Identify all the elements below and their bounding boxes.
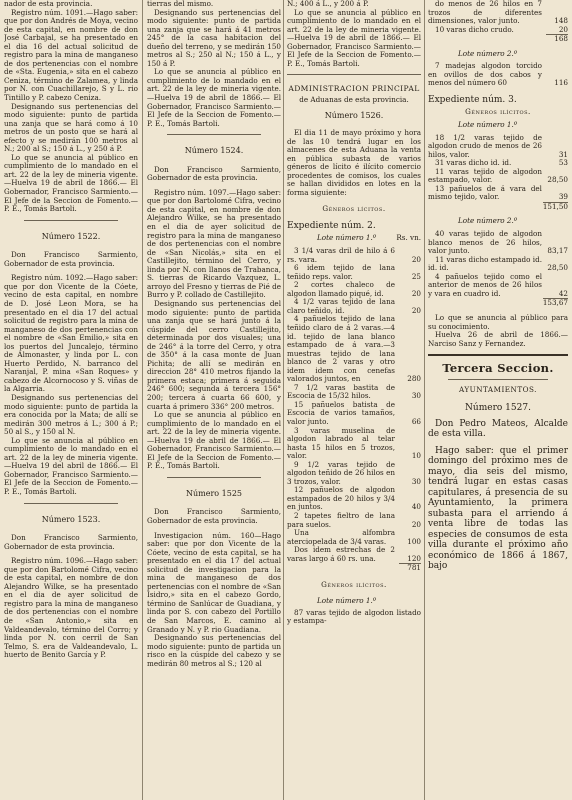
category-heading: Géneros lícitos.: [322, 204, 386, 214]
item-description: 12 pañuelos de algodon estampados de 20 hilos y 3/4 en juntos.: [287, 485, 395, 512]
item-row: [428, 134, 568, 160]
section-subheading: de Aduanas de esta provincia.: [299, 94, 409, 104]
item-value: 30: [411, 476, 421, 486]
lot-total: 151,50: [542, 201, 568, 211]
item-description: Dos idem estrechas de 2 varas largo á 60 rs. una.: [287, 545, 395, 563]
section-title: Tercera Seccion.: [442, 361, 554, 376]
column-4: [428, 0, 568, 800]
lot-heading: Lote número 2.º: [458, 216, 518, 226]
lot-total: 153,67: [542, 298, 568, 308]
paragraph: Investigacion núm. 160—Hago saber: que por don Vicente de la Cóete, vecino de esta capital, se ha presentado en el dia 17 del actual solicitud de investigacion para la mina de manganeso de dos pertenencias con el nombre de «San Isidro,» sita en el cabezo Gordo, término de Sanlúcar de Guadiana, y linda por S. con cabezo del Portillo de San Marcos, E. camino al Granado y N. y P. rio Guadiana.: [147, 530, 281, 634]
item-row: [287, 546, 421, 563]
item-description: 4 pañuelos tejido de lana teñido claro de á 2 varas.—4 id. tejido de lana blanco estampado de á vara.—3 muestras tejido de lana blanco de 2 varas y otro idem idem con cenefas valorados juntos, en: [287, 314, 395, 384]
paragraph: Lo que se anuncia al público en cumplimiento de lo mandado en el art. 22 de la ley de mineria vigente. —Huelva 19 de abril de 1866.— El Gobernador, Francisco Sarmiento.—El Jefe de la Seccion de Fomento.—P. E., Tomás Bartoli.: [147, 67, 281, 128]
item-row: [428, 62, 568, 88]
item-row: [428, 26, 568, 35]
item-row: [287, 461, 421, 487]
item-value: 40: [411, 502, 421, 512]
item-value: 20: [411, 254, 421, 264]
notice-intro: Don Francisco Sarmiento, Gobernador de esta provincia.: [147, 164, 281, 183]
item-description: 11 varas tejido de algodon estampado, valor.: [428, 166, 542, 185]
lot-heading: Lote número 1.º: [317, 596, 377, 606]
lot-total: 168: [546, 34, 568, 44]
notice-number: Número 1526.: [324, 111, 384, 121]
item-description: 7 madejas algodon torcido en ovillos de dos cabos y menos del número 60: [428, 61, 542, 88]
lot-heading: Lote número 1.º: [317, 233, 377, 243]
item-value: 30: [411, 391, 421, 401]
item-value: 20: [411, 305, 421, 315]
expediente-heading: Expediente núm. 2.: [287, 220, 376, 231]
item-value: 100: [407, 536, 421, 546]
item-description: 2 tapetes fieltro de lana para suelos.: [287, 510, 395, 529]
item-row: [287, 529, 421, 546]
item-value: 148: [554, 16, 568, 26]
item-value: 10: [411, 451, 421, 461]
divider: [287, 74, 421, 75]
item-list: [428, 0, 568, 34]
paragraph: Designando sus pertenencias del modo siguiente: punto de partida un risco en la cúspide del cabezo y se medirán 80 metros al S.; 120 al: [147, 633, 281, 668]
item-row: [428, 0, 568, 26]
item-row: [428, 230, 568, 256]
section-subheading: AYUNTAMIENTOS.: [459, 384, 537, 394]
column-rule: [283, 0, 284, 800]
item-value: 20: [558, 24, 568, 34]
item-description: 4 pañuelos tejido como el anterior de menos de 26 hilos y vara en cuadro id.: [428, 271, 542, 298]
item-description: 4 1/2 varas tejido de lana claro teñido, id.: [287, 297, 395, 315]
signature: Huelva 26 de abril de 1866.— Narciso Sanz y Fernandez.: [428, 330, 568, 348]
notice-number: Número 1524.: [184, 146, 244, 156]
item-value: 53: [558, 158, 568, 168]
item-list: [428, 62, 568, 88]
paragraph: Lo que se anuncia al público en cumplimiento de lo mandado en el art. 22 de la ley de mineria vigente. —Huelva 19 de abril de 1866.— El Gobernador, Francisco Sarmiento.—El Jefe de la Seccion de Fomento.—P. E., Tomás Bartoli.: [4, 152, 138, 214]
item-list: [287, 247, 421, 563]
item-description: 11 varas dicho estampado id. id. id.: [428, 254, 542, 273]
column-1: [4, 0, 138, 800]
paragraph: Designando sus pertenencias del modo siguiente: punto de partida la era conocida por la Mata; de allí se medirán 300 metros á L.; 300 á P.; 50 al S., y 150 al N.: [4, 392, 138, 437]
category-heading: Géneros ilícitos.: [465, 107, 531, 117]
section-heading: ADMINISTRACION PRINCIPAL: [288, 84, 420, 94]
item-description: 3 varas muselina de algodon labrado al telar hasta 15 hilos en 5 trozos, valor.: [287, 425, 395, 461]
lot-total: 781: [399, 563, 421, 573]
item-value: 20: [411, 288, 421, 298]
item-description: 15 pañuelos batista de Escocia de varios tamaños, valor junto.: [287, 399, 395, 426]
item-description: 18 1/2 varas tejido de algodon crudo de menos de 26 hilos, valor.: [428, 132, 542, 159]
divider: [167, 134, 261, 135]
column-2: [147, 0, 281, 800]
expediente-heading: Expediente núm. 3.: [428, 94, 517, 105]
item-row: [287, 401, 421, 427]
item-description: 2 cortes chaleco de algodon llamado piqué, id.: [287, 280, 395, 298]
divider: [428, 354, 568, 356]
item-value: 39: [558, 192, 568, 202]
paragraph: El dia 11 de mayo próximo y hora de las 10 tendrá lugar en los almacenes de esta Aduana la venta en pública subasta de varios géneros de lícito é ilícito comercio procedentes de comisos, los cuales se hallan divididos en lotes en la forma siguiente:: [287, 128, 421, 197]
divider: [167, 477, 261, 478]
item-value: 42: [558, 288, 568, 298]
item-row: [287, 512, 421, 529]
item-value: 120: [407, 553, 421, 563]
item-row: [428, 256, 568, 273]
item-list: [428, 134, 568, 202]
notice-number: Número 1525: [185, 488, 242, 498]
item-description: do menos de 26 hilos en 7 trozos de diferentes dimensiones, valor junto.: [428, 0, 542, 26]
item-row: [287, 281, 421, 298]
item-row: [287, 315, 421, 383]
paragraph: Lo que se anuncia al público para su conocimiento.: [428, 312, 568, 331]
lot-heading: Lote número 1.º: [458, 120, 518, 130]
item-value: 31: [558, 149, 568, 159]
paragraph: Lo que se anuncia al público en cumplimiento de lo mandado en el art. 22 de la ley de mineria vigente. —Huelva 19 del abril de 1866.— El Gobernador, Francisco Sarmiento.—El Jefe de la Seccion de Fomento.—P. E., Tomás Bartoli.: [4, 435, 138, 496]
paragraph: Designando sus pertenencias del modo siguiente: punto de partida una zanja que se hará como á 10 metros de un posto que se hará al efecto y se medirán 100 metros al N.; 200 al S.; 150 á L., y 250 á P.: [4, 101, 138, 154]
notice-intro: Don Francisco Sarmiento, Gobernador de esta provincia.: [4, 250, 138, 268]
divider: [448, 379, 548, 380]
divider: [24, 220, 118, 221]
item-description: 6 idem tejido de lana teñido reps. valor.: [287, 263, 395, 281]
notice-intro: Don Pedro Mateos, Alcalde de esta villa.: [428, 418, 568, 440]
item-value: 28,50: [547, 263, 568, 273]
item-description: Una alfombra aterciopelada de 3/4 varas.: [287, 528, 395, 546]
paragraph: N.; 400 á L., y 200 á P.: [287, 0, 369, 8]
item-description: 9 1/2 varas tejido de algodon teñido de 26 hilos en 3 trozos, valor.: [287, 459, 395, 486]
item-row: [428, 185, 568, 202]
paragraph: 87 varas tejido de algodon listado y estampa-: [287, 607, 421, 626]
notice-number: Número 1527.: [465, 403, 531, 414]
notice-number: Número 1522.: [41, 231, 101, 241]
item-description: 7 1/2 varas bastita de Escocia de 15/32 hilos.: [287, 382, 395, 401]
item-list: [428, 230, 568, 298]
item-row: [287, 427, 421, 461]
paragraph: Designando sus pertenencias del modo siguiente: punto de partida una zanja que se hará á 41 metros 245° de la casa habitacion del dueño del terreno, y se medirán 150 metros al S.; 250 al N.; 150 á L., y 150 á P.: [147, 7, 281, 68]
column-rule: [142, 0, 143, 800]
paragraph: Registro núm. 1091.—Hago saber: que por don Andrés de Moya, vecino de esta capital, en nombre de don José Carbajal, se ha presentado en el dia 16 del actual solicitud de registro para la mina de manganeso de dos pertenencias con el nombre de «Sta. Eugenia,» sita en el cabezo Ceniza, término de Zalamea, y linda por N. con Cuachillarejo, S y L. rio Tintillo y P. cabezo Ceniza.: [4, 7, 138, 103]
paragraph: Lo que se anuncia al público en cumplimiento de lo mandado en el art. 22 de la ley de mineria vigente. —Huelva 19 de abril de 1866.— El Gobernador, Francisco Sarmiento.—El Jefe de la Seccion de Fomento.—P. E., Tomás Bartoli.: [287, 7, 421, 68]
category-heading: Géneros ilícitos.: [321, 579, 387, 589]
item-description: 31 varas dicho id. id.: [435, 158, 512, 168]
paragraph: Registro núm. 1092.—Hago saber: que por don Vicente de la Cóete, vecino de esta capital, en nombre de D. José Leon Mora, se ha presentado en el dia 17 del actual solicitud de registro para la mina de manganeso de dos pertenencias con el nombre de «San Emilio,» sita en los puertos del Juncalejo, término de Almonaster, y linda por L. con Huerto Perdido, N. barranco del Naranjal, P. mina «San Roques» y cabezo de Alcornocoso y S. viñas de la Algarria.: [4, 273, 138, 394]
paragraph: Lo que se anuncia al público en cumplimiento de lo mandado en el art. 22 de la ley de mineria vigente. —Huelva 19 de abril de 1866.— El Gobernador, Francisco Sarmiento.—El Jefe de la Seccion de Fomento.—P. E., Tomás Bartoli.: [147, 410, 281, 471]
item-row: [428, 168, 568, 185]
item-row: [287, 264, 421, 281]
paragraph: Registro núm. 1096.—Hago saber: que por don Bartolomé Cifra, vecino de esta capital, en nombre de don Alejandro Wilke, se ha presentado en el dia de ayer solicitud de registro para la mina de manganeso de dos pertenencias con el nombre de «San Antonio,» sita en Valdeandevalo, término del Corro; y linda por N. con cerril de San Telmo, S. era de Valdeandevalo, L. huerto de Benito García y P.: [4, 556, 138, 660]
item-value: 280: [407, 374, 421, 384]
lot-heading: Lote número 2.º: [458, 48, 518, 58]
item-row: [287, 298, 421, 315]
item-description: 10 varas dicho crudo.: [435, 24, 514, 34]
item-value: 83,17: [547, 246, 568, 256]
column-3: [287, 0, 421, 800]
item-value: 20: [411, 519, 421, 529]
divider: [24, 503, 118, 504]
paragraph: tierras del mismo.: [147, 0, 214, 8]
item-description: 3 1/4 varas dril de hilo á 6 rs. vara.: [287, 246, 395, 264]
item-value: 66: [411, 416, 421, 426]
item-row: [287, 486, 421, 512]
item-value: 28,50: [547, 175, 568, 185]
item-description: 13 pañuelos de á vara del mismo tejido, valor.: [428, 183, 542, 202]
currency-header: Rs. vn.: [396, 233, 421, 243]
paragraph: Registro núm. 1097.—Hago saber: que por don Bartolomé Cifra, vecino de esta capital, en nombre de don Alejandro Wilke, se ha presentado en el dia de ayer solicitud de registro para la mina de manganeso de dos pertenencias con el nombre de «San Nicolás,» sita en el Castillejito, término del Cerro, y linda por N. con llanos de Trabanca, S. tierras de Ricardo Vazquez, L. arroyo del Fresno y tierras de Pié de Burro y P. collado de Castillejito.: [147, 187, 281, 300]
item-row: [287, 384, 421, 401]
notice-intro: Don Francisco Sarmiento, Gobernador de esta provincia.: [4, 533, 138, 551]
paragraph: Hago saber: que el primer domingo del próximo mes de mayo, dia seis del mismo, tendrá lugar en estas casas capitulares, á presencia de su Ayuntamiento, la primera subasta para el arriendo á venta libre de todas las especies de consumos de esta villa durante el próximo año económico de 1866 á 1867, bajo: [428, 445, 568, 572]
item-value: 116: [554, 78, 568, 88]
item-value: 25: [411, 271, 421, 281]
notice-number: Número 1523.: [41, 514, 101, 524]
notice-intro: Don Francisco Sarmiento, Gobernador de esta provincia.: [147, 507, 281, 525]
column-rule: [424, 0, 425, 800]
item-description: 40 varas tejido de algodon blanco menos de 26 hilos, valor junto.: [428, 229, 542, 256]
paragraph: Designando sus pertenencias del modo siguiente: punto de partida una zanja que se hará junto á la cúspide del cerro Castillejito, determinada por dos visuales; una de 246° á la torre del Cerro, y otra de 350° á la casa monte de Juan Pichita; de allí se medirán en direccion 28° 410 metros fijando la primera estaca; primera á seguida 246° 600; segunda á tercera 156° 200; tercera á cuarta 66 600, y cuarta á primero 336° 200 metros.: [147, 298, 281, 411]
item-row: [428, 273, 568, 299]
item-row: [287, 247, 421, 264]
paragraph: nador de esta provincia.: [4, 0, 93, 8]
